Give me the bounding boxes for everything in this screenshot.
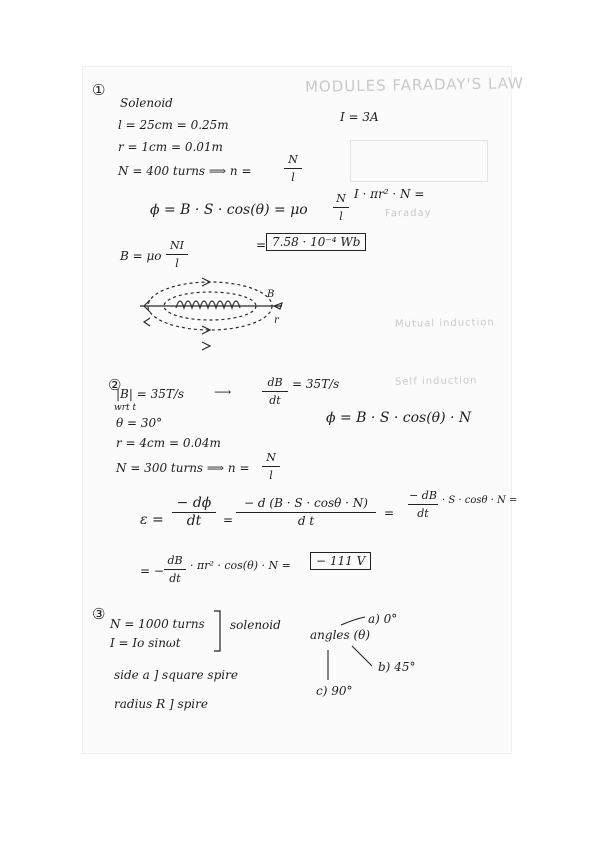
p2-result-box: − 111 V xyxy=(310,552,371,570)
p2-emf-fraction-3: − dB dt xyxy=(409,489,437,520)
p3-radius: radius R ] spire xyxy=(114,697,208,711)
problem-2-label: ② xyxy=(108,376,122,394)
p2-emf-start: ε = xyxy=(140,512,164,528)
sketch-label-r: r xyxy=(274,315,279,326)
ghost-word-1: Faraday xyxy=(384,207,432,220)
p2-emf-eq-1: = xyxy=(223,513,234,527)
p2-emf-fraction-1: − dϕ dt xyxy=(172,496,216,529)
p1-result-box: 7.58 · 10⁻⁴ Wb xyxy=(266,233,366,251)
p2-line2-fraction: dB dt xyxy=(164,553,186,586)
p2-wrt: wrt t xyxy=(114,403,137,413)
p3-angle-b: b) 45° xyxy=(378,660,416,674)
p2-emf-rest: · S · cosθ · N = xyxy=(442,495,518,506)
p1-result-equals: = xyxy=(256,238,267,252)
p2-line2-start: = − xyxy=(140,564,164,578)
p1-flux-equation-end: I · πr² · N = xyxy=(354,187,425,201)
p3-side: side a ] square spire xyxy=(114,668,238,682)
p1-field-fraction: NI l xyxy=(166,238,188,271)
p2-n-fraction: N l xyxy=(262,450,280,483)
p2-emf-fraction-2: − d (B · S · cosθ · N) d t xyxy=(236,496,376,529)
p2-emf-eq-2: = xyxy=(384,506,395,520)
p1-field-formula: B = μo xyxy=(120,249,162,263)
problem-3-label: ③ xyxy=(92,605,106,623)
p3-angle-a: a) 0° xyxy=(368,612,398,626)
p2-rate-value: = 35T/s xyxy=(292,377,340,391)
p3-solenoid: solenoid xyxy=(230,618,281,632)
p2-theta: θ = 30° xyxy=(116,416,163,430)
ghost-word-3: Self induction xyxy=(394,375,478,388)
p2-arrow: ⟶ xyxy=(214,385,232,399)
ghost-title: MODULES FARADAY'S LAW xyxy=(304,74,525,96)
p1-title: Solenoid xyxy=(120,96,173,110)
problem-1-label: ① xyxy=(92,81,106,99)
p1-current: I = 3A xyxy=(340,110,379,124)
p2-rate-fraction: dB dt xyxy=(262,375,288,408)
sketch-label-B: B xyxy=(267,289,275,300)
p2-b-rate: |B| = 35T/s xyxy=(116,387,185,401)
p1-turns: N = 400 turns ⟹ n = xyxy=(118,164,252,178)
p1-flux-equation-start: ϕ = B · S · cos(θ) = μo xyxy=(150,202,308,218)
ghost-word-2: Mutual induction xyxy=(394,317,495,330)
p3-angles: angles (θ) xyxy=(310,628,371,642)
p1-n-fraction: N l xyxy=(284,152,302,185)
p2-radius: r = 4cm = 0.04m xyxy=(116,436,221,450)
p2-flux: ϕ = B · S · cos(θ) · N xyxy=(326,410,472,426)
p1-flux-fraction: N l xyxy=(333,191,349,224)
p3-current: I = Io sinωt xyxy=(110,636,181,650)
p1-length: l = 25cm = 0.25m xyxy=(118,118,229,132)
p2-turns: N = 300 turns ⟹ n = xyxy=(116,461,250,475)
p3-turns: N = 1000 turns xyxy=(110,617,205,631)
p3-angle-c: c) 90° xyxy=(316,684,353,698)
p2-line2-rest: · πr² · cos(θ) · N = xyxy=(190,559,291,572)
p1-radius: r = 1cm = 0.01m xyxy=(118,140,223,154)
